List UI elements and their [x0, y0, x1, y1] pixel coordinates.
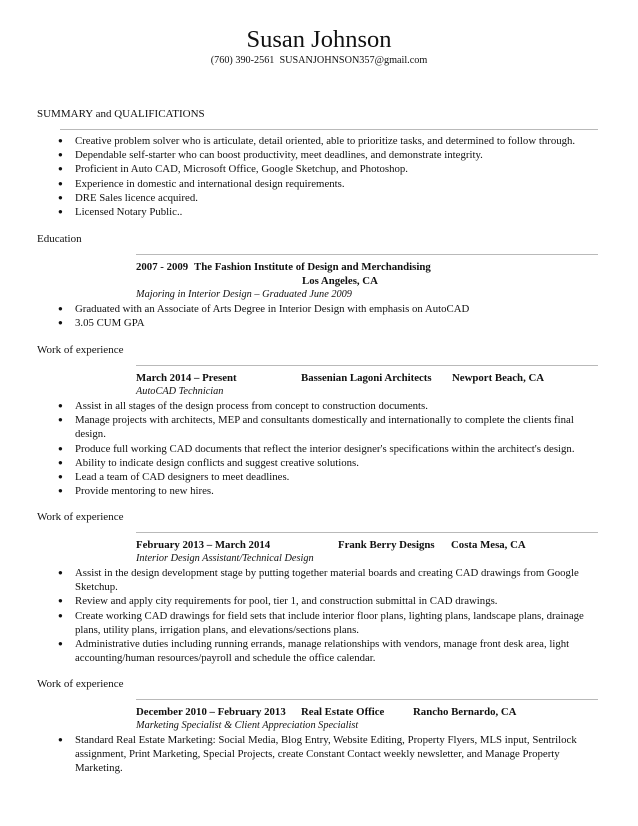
job-location: Newport Beach, CA	[452, 372, 545, 384]
contact-line: (760) 390-2561 SUSANJOHNSON357@gmail.com	[210, 55, 428, 66]
job-company: Real Estate Office	[301, 706, 385, 718]
experience-divider	[136, 532, 598, 533]
job-duty: ● Administrative duties including running errands, manage relationships with vendors, manage front desk area, light accounting/human resources/payroll and schedule the office calendar.	[75, 637, 595, 665]
job-duty: ● Produce full working CAD documents that reflect the interior designer's specifications within the architect's design.	[75, 442, 595, 456]
summary-item: ● Proficient in Auto CAD, Microsoft Office, Google Sketchup, and Photoshop.	[75, 162, 595, 176]
education-degree: Majoring in Interior Design – Graduated June 2009	[136, 289, 352, 300]
job-duty: ● Review and apply city requirements for pool, tier 1, and construction submittal in CAD drawings.	[75, 594, 595, 608]
education-item: ● 3.05 CUM GPA	[75, 316, 595, 330]
summary-item: ● Dependable self-starter who can boost productivity, meet deadlines, and demonstrate integrity.	[75, 148, 595, 162]
summary-list	[75, 134, 595, 219]
applicant-name: Susan Johnson	[246, 26, 392, 53]
experience-heading: Work of experience	[37, 511, 124, 523]
education-location: Los Angeles, CA	[302, 275, 378, 287]
experience-divider	[136, 699, 598, 700]
job-duty: ● Assist in the design development stage by putting together material boards and creating CAD drawings from Google Sketchup.	[75, 566, 595, 594]
summary-item: ● Experience in domestic and international design requirements.	[75, 177, 595, 191]
job-duties-list	[75, 399, 595, 498]
job-duty: ● Assist in all stages of the design process from concept to construction documents.	[75, 399, 595, 413]
job-duties-list	[75, 566, 595, 665]
job-duty: ● Lead a team of CAD designers to meet deadlines.	[75, 470, 595, 484]
job-location: Costa Mesa, CA	[451, 539, 526, 551]
education-item: ● Graduated with an Associate of Arts Degree in Interior Design with emphasis on AutoCAD	[75, 302, 595, 316]
job-title: Interior Design Assistant/Technical Design	[136, 553, 314, 564]
education-heading: Education	[37, 233, 82, 245]
experience-heading: Work of experience	[37, 678, 124, 690]
summary-divider	[60, 129, 598, 130]
job-title: Marketing Specialist & Client Appreciation Specialist	[136, 720, 359, 731]
experience-divider	[136, 365, 598, 366]
summary-item: ● DRE Sales licence acquired.	[75, 191, 595, 205]
education-school: The Fashion Institute of Design and Merchandising	[194, 261, 431, 273]
job-dates: February 2013 – March 2014	[136, 539, 271, 551]
education-dates: 2007 - 2009	[136, 261, 189, 273]
job-duty: ● Provide mentoring to new hires.	[75, 484, 595, 498]
summary-item: ● Creative problem solver who is articulate, detail oriented, able to prioritize tasks, and determined to follow through.	[75, 134, 595, 148]
job-location: Rancho Bernardo, CA	[413, 706, 517, 718]
summary-item: ● Licensed Notary Public..	[75, 205, 595, 219]
experience-heading: Work of experience	[37, 344, 124, 356]
job-duty: ● Create working CAD drawings for field sets that include interior floor plans, lighting plans, landscape plans, drainage plans, utility plans, irrigation plans, and elevations/sections plans.	[75, 609, 595, 637]
job-dates: March 2014 – Present	[136, 372, 237, 384]
job-duties-list	[75, 733, 595, 776]
job-duty: ● Ability to indicate design conflicts and suggest creative solutions.	[75, 456, 595, 470]
job-company: Frank Berry Designs	[338, 539, 435, 551]
job-duty: ● Manage projects with architects, MEP and consultants domestically and internationally to complete the clients final design.	[75, 413, 595, 441]
job-duty: ● Standard Real Estate Marketing: Social Media, Blog Entry, Website Editing, Property Flyers, MLS input, Sentrilock assignment, Print Marketing, Special Projects, create Constant Contact weekly newsletter, and Manage Property Marketing.	[75, 733, 595, 776]
job-title: AutoCAD Technician	[136, 386, 224, 397]
education-divider	[136, 254, 598, 255]
summary-heading: SUMMARY and QUALIFICATIONS	[37, 108, 205, 120]
job-dates: December 2010 – February 2013	[136, 706, 286, 718]
education-list	[75, 302, 595, 330]
job-company: Bassenian Lagoni Architects	[301, 372, 432, 384]
